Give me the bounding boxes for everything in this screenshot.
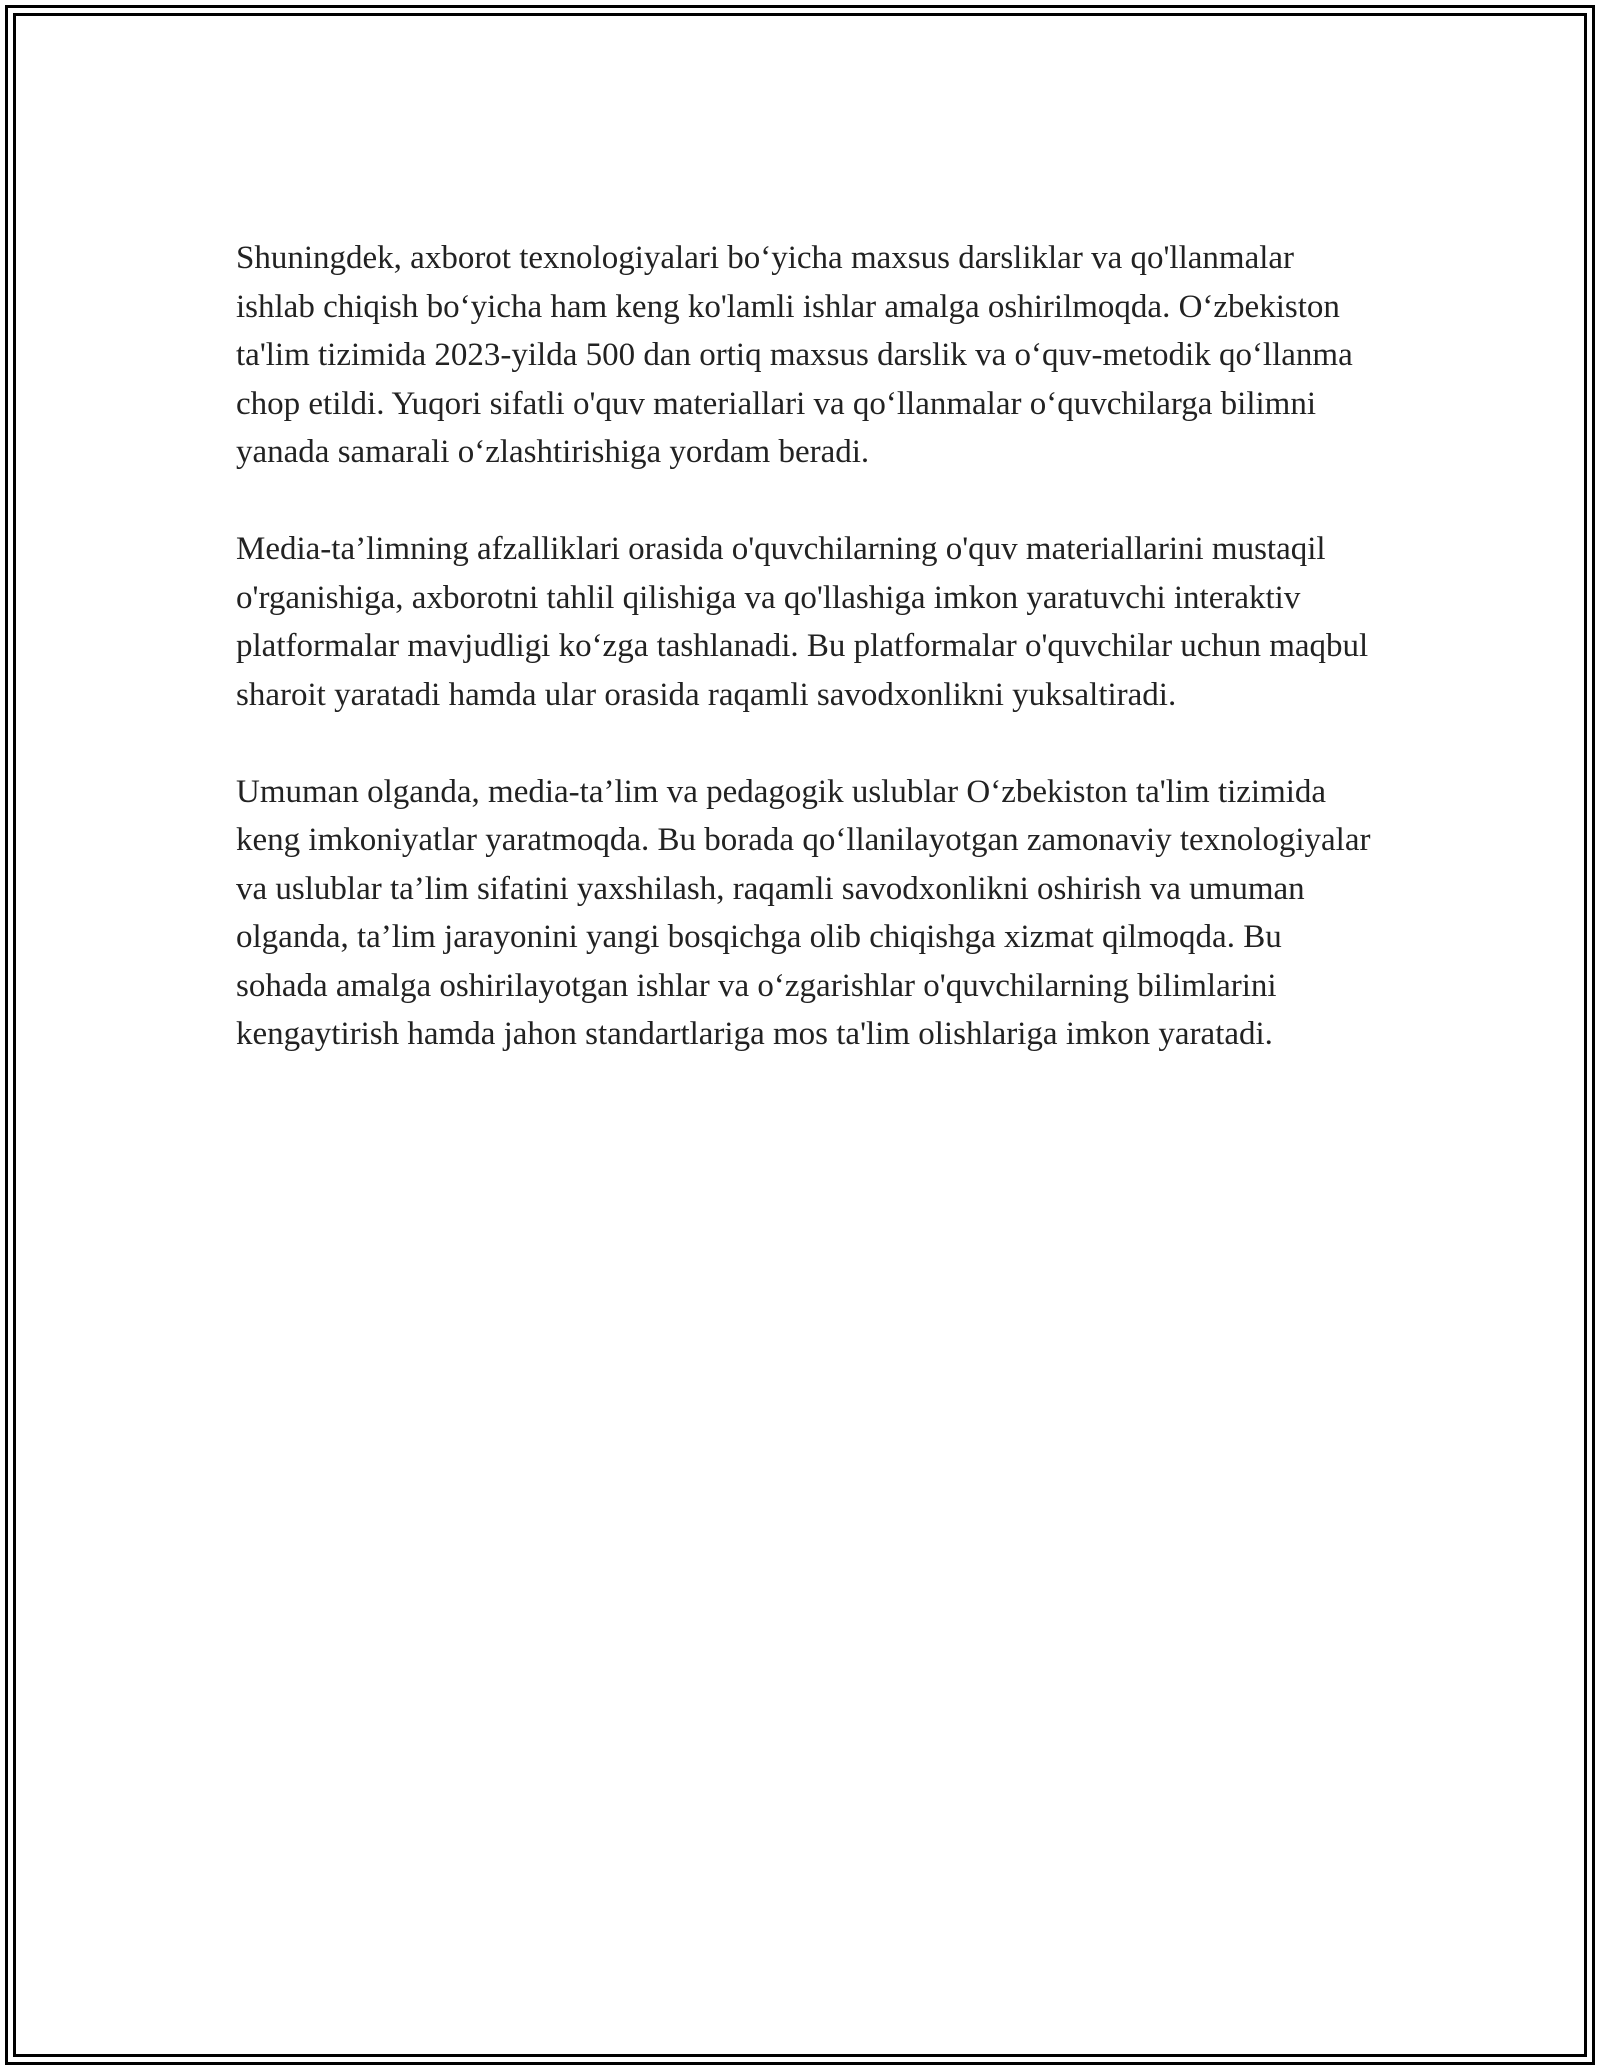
paragraph-3: Umuman olganda, media-ta’lim va pedagogik uslublar O‘zbekiston ta'lim tizimida keng imkoniyatlar yaratmoqda. Bu borada qo‘llanilayotgan zamonaviy texnologiyalar va uslublar ta’lim sifatini yaxshilash, raqamli savodxonlikni oshirish va umuman olganda, ta’lim jarayonini yangi bosqichga olib chiqishga xizmat qilmoqda. Bu sohada amalga oshirilayotgan ishlar va o‘zgarishlar o'quvchilarning bilimlarini kengaytirish hamda jahon standartlariga mos ta'lim olishlariga imkon yaratadi. (236, 773, 1371, 1052)
paragraph-1: Shuningdek, axborot texnologiyalari bo‘yicha maxsus darsliklar va qo'llanmalar ishlab chiqish bo‘yicha ham keng ko'lamli ishlar amalga oshirilmoqda. O‘zbekiston ta'lim tizimida 2023-yilda 500 dan ortiq maxsus darslik va o‘quv-metodik qo‘llanma chop etildi. Yuqori sifatli o'quv materiallari va qo‘llanmalar o‘quvchilarga bilimni yanada samarali o‘zlashtirishiga yordam beradi. (236, 240, 1353, 470)
paragraph-2: Media-ta’limning afzalliklari orasida o'quvchilarning o'quv materiallarini mustaqil o'rganishiga, axborotni tahlil qilishiga va qo'llashiga imkon yaratuvchi interaktiv platformalar mavjudligi ko‘zga tashlanadi. Bu platformalar o'quvchilar uchun maqbul sharoit yaratadi hamda ular orasida raqamli savodxonlikni yuksaltiradi. (236, 531, 1369, 713)
document-body (236, 234, 1376, 1107)
